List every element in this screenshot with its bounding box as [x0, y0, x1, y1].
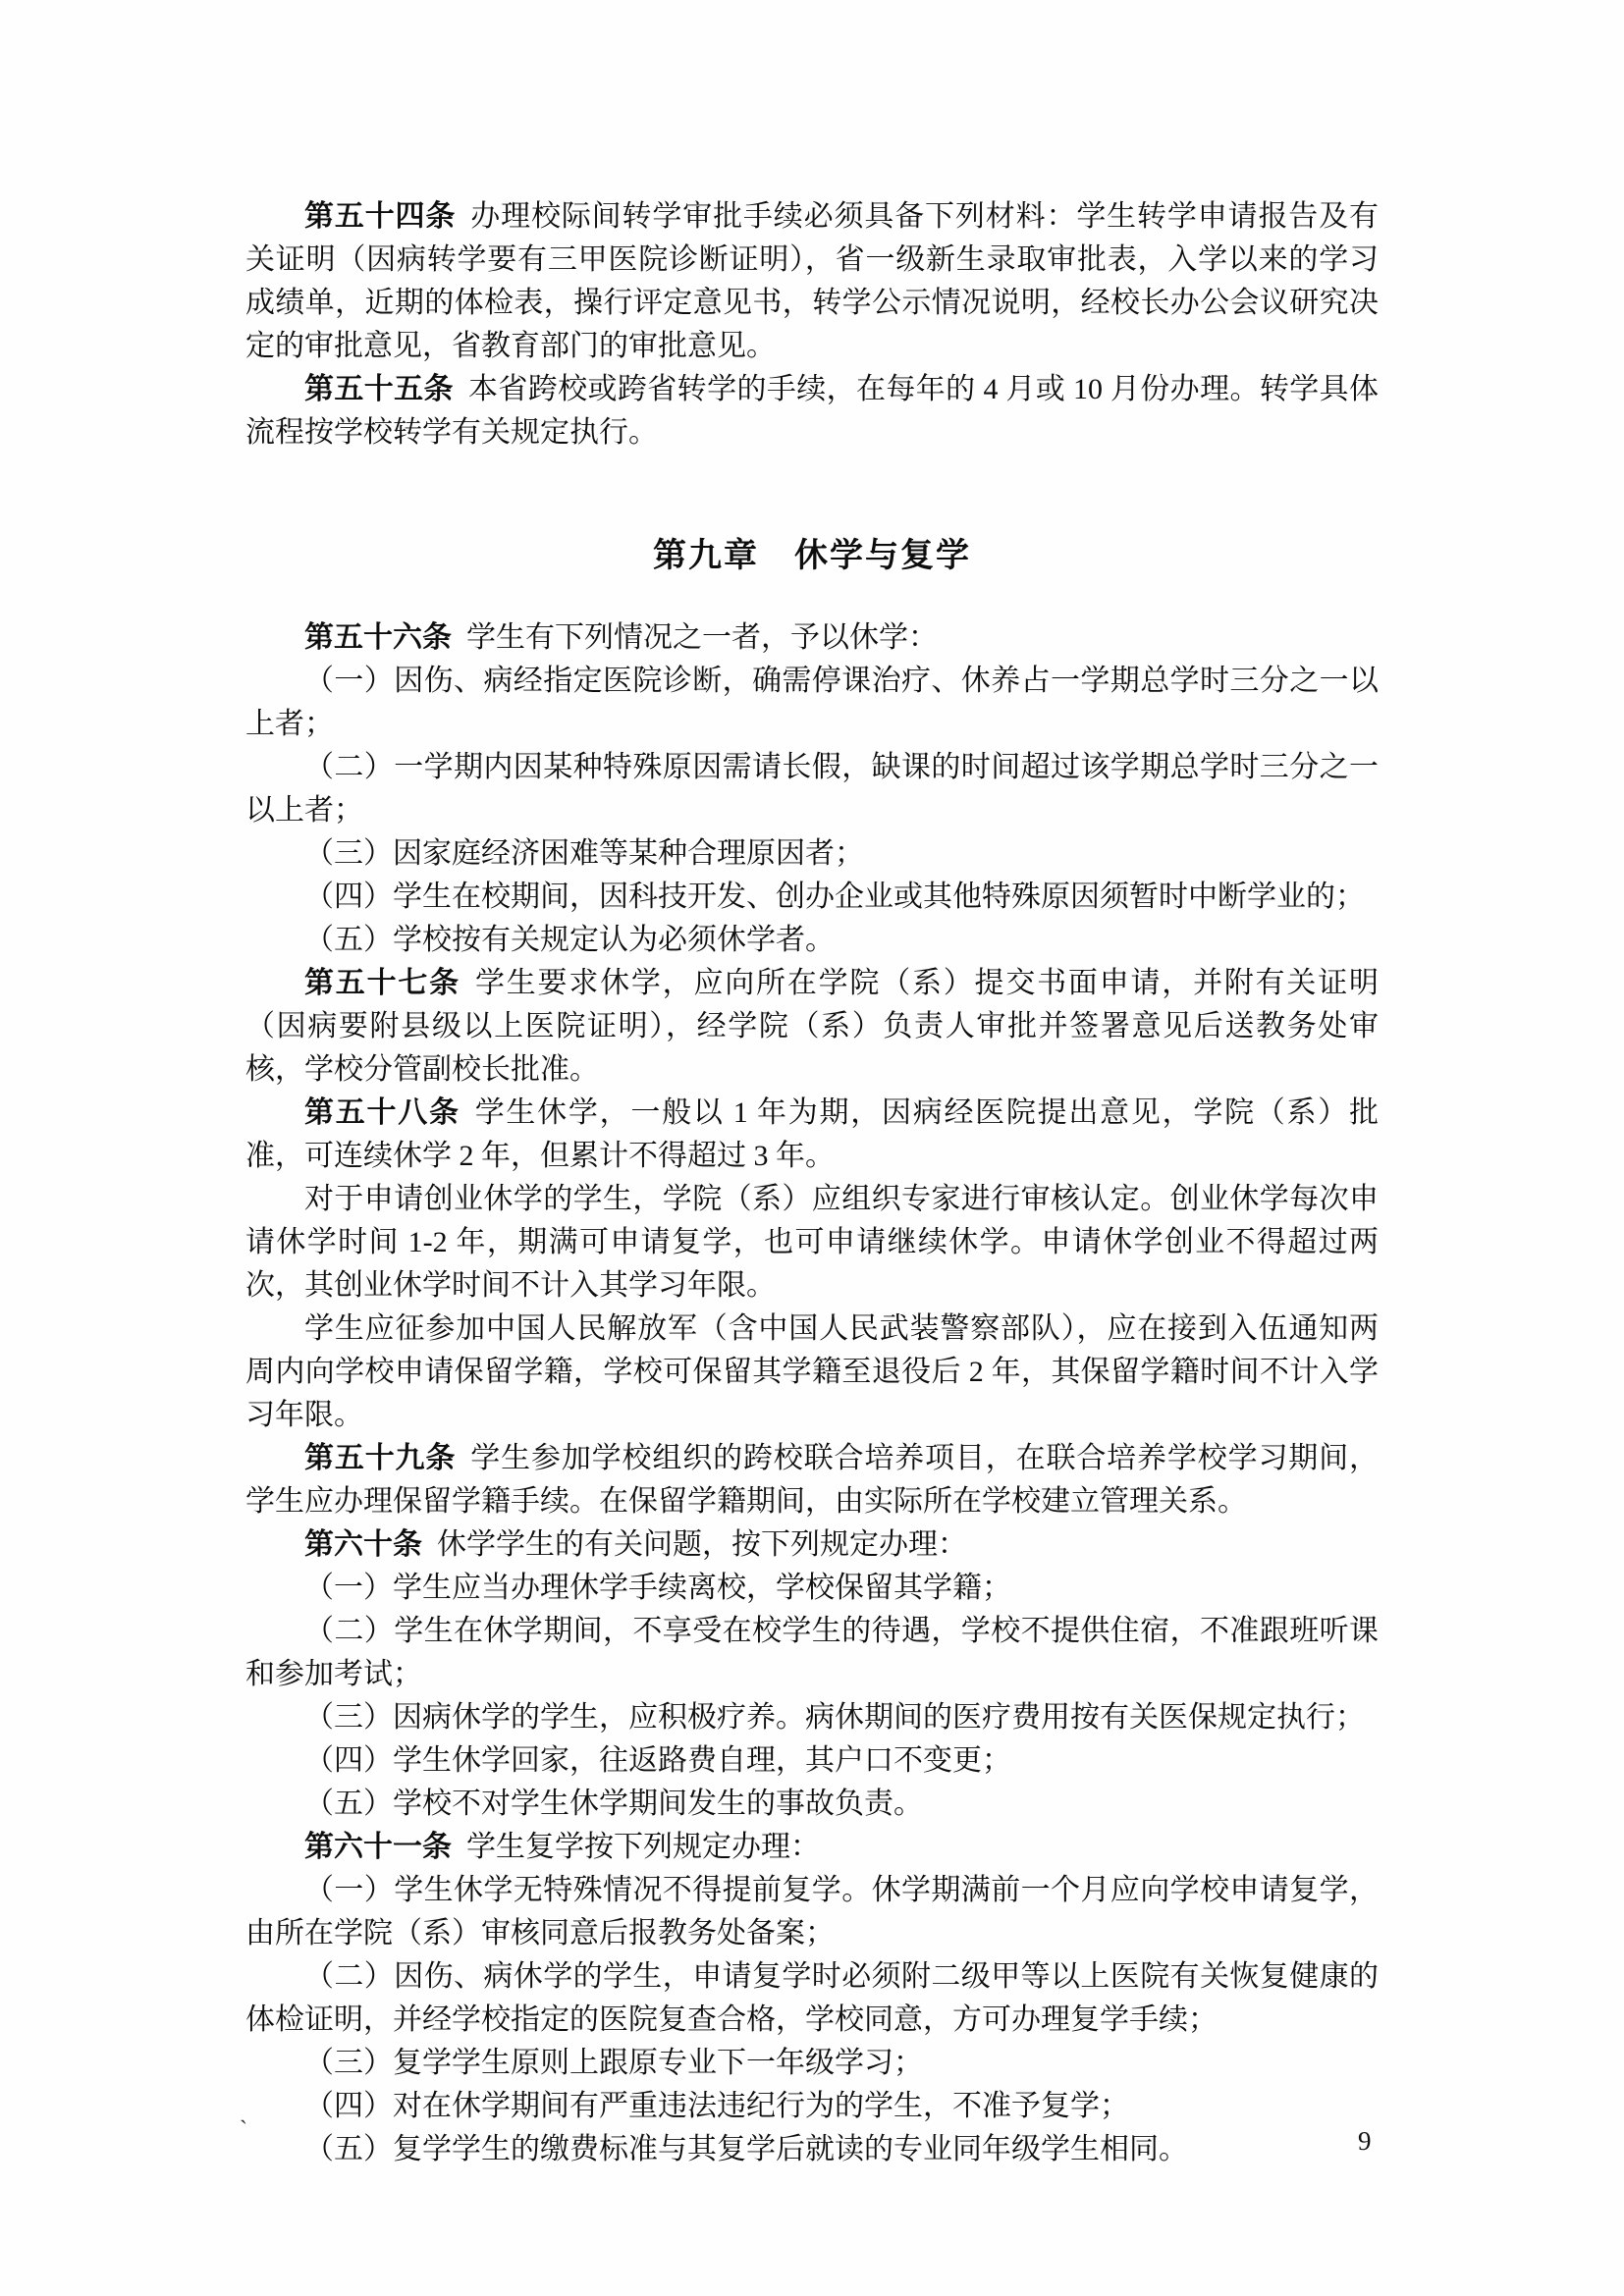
paragraph-text: 对于申请创业休学的学生，学院（系）应组织专家进行审核认定。创业休学每次申请休学时间 1-2 年，期满可申请复学，也可申请继续休学。申请休学创业不得超过两次，其创业休学时间不计入其学习年限。: [245, 1183, 1379, 1302]
list-item-paragraph: [245, 2042, 1379, 2085]
paragraph-text: （一）因伤、病经指定医院诊断，确需停课治疗、休养占一学期总学时三分之一以上者；: [245, 665, 1379, 740]
article-number: 第五十八条: [304, 1096, 460, 1129]
list-item-paragraph: [245, 919, 1379, 962]
article-number: 第六十条: [304, 1528, 422, 1561]
list-item-paragraph: [245, 1869, 1379, 1955]
paragraph-text: （四）学生休学回家，往返路费自理，其户口不变更；: [304, 1744, 1011, 1777]
paragraph-text: 学生休学，一般以 1 年为期，因病经医院提出意见，学院（系）批准，可连续休学 2 年，但累计不得超过 3 年。: [245, 1096, 1380, 1172]
body-paragraph: [245, 1308, 1379, 1437]
article-number: 第五十七条: [304, 967, 460, 999]
paragraph-text: （二）一学期内因某种特殊原因需请长假，缺课的时间超过该学期总学时三分之一以上者；: [245, 751, 1379, 827]
paragraph-text: 学生应征参加中国人民解放军（含中国人民武装警察部队），应在接到入伍通知两周内向学校申请保留学籍，学校可保留其学籍至退役后 2 年，其保留学籍时间不计入学习年限。: [245, 1312, 1379, 1431]
paragraph-text: 学生要求休学，应向所在学院（系）提交书面申请，并附有关证明（因病要附县级以上医院证明），经学院（系）负责人审批并签署意见后送教务处审核，学校分管副校长批准。: [245, 967, 1380, 1086]
list-item-paragraph: [245, 1783, 1379, 1826]
article-paragraph: [245, 195, 1379, 368]
article-paragraph: [245, 1437, 1379, 1523]
paragraph-text: 办理校际间转学审批手续必须具备下列材料：学生转学申请报告及有关证明（因病转学要有三甲医院诊断证明），省一级新生录取审批表，入学以来的学习成绩单，近期的体检表，操行评定意见书，转学公示情况说明，经校长办公会议研究决定的审批意见，省教育部门的审批意见。: [245, 200, 1379, 362]
article-paragraph: [245, 1092, 1379, 1178]
paragraph-text: （一）学生休学无特殊情况不得提前复学。休学期满前一个月应向学校申请复学，由所在学院（系）审核同意后报教务处备案；: [245, 1874, 1379, 1949]
list-item-paragraph: [245, 1739, 1379, 1783]
chapter-heading: 第九章 休学与复学: [653, 538, 971, 574]
article-paragraph: [245, 368, 1379, 454]
article-paragraph: [245, 1826, 1379, 1869]
body-paragraph: [245, 1178, 1379, 1308]
paragraph-text: 学生有下列情况之一者，予以休学：: [466, 621, 938, 654]
paragraph-text: （四）对在休学期间有严重违法违纪行为的学生，不准予复学；: [304, 2090, 1129, 2122]
article-paragraph: [245, 962, 1379, 1092]
article-number: 第五十四条: [304, 200, 457, 233]
paragraph-text: 休学学生的有关问题，按下列规定办理：: [437, 1528, 967, 1561]
list-item-paragraph: [245, 876, 1379, 919]
article-paragraph: [245, 616, 1379, 660]
list-item-paragraph: [245, 746, 1379, 832]
list-item-paragraph: [245, 832, 1379, 876]
paragraph-text: （二）学生在休学期间，不享受在校学生的待遇，学校不提供住宿，不准跟班听课和参加考试；: [245, 1615, 1379, 1690]
article-paragraph: [245, 1523, 1379, 1567]
list-item-paragraph: [245, 2085, 1379, 2128]
article-number: 第六十一条: [304, 1831, 452, 1863]
list-item-paragraph: [245, 2128, 1379, 2171]
paragraph-text: （一）学生应当办理休学手续离校，学校保留其学籍；: [304, 1572, 1011, 1604]
paragraph-text: （三）因病休学的学生，应积极疗养。病休期间的医疗费用按有关医保规定执行；: [304, 1701, 1365, 1734]
article-number: 第五十九条: [304, 1442, 457, 1474]
paragraph-text: 本省跨校或跨省转学的手续，在每年的 4 月或 10 月份办理。转学具体流程按学校转学有关规定执行。: [245, 373, 1380, 449]
paragraph-text: 学生复学按下列规定办理：: [466, 1831, 820, 1863]
article-number: 第五十六条: [304, 621, 452, 654]
paragraph-text: （五）学校按有关规定认为必须休学者。: [304, 924, 835, 956]
paragraph-text: 学生参加学校组织的跨校联合培养项目，在联合培养学校学习期间，学生应办理保留学籍手续。在保留学籍期间，由实际所在学校建立管理关系。: [245, 1442, 1379, 1518]
article-number: 第五十五条: [304, 373, 454, 405]
page-number: 9: [1358, 2126, 1372, 2156]
paragraph-text: （三）因家庭经济困难等某种合理原因者；: [304, 837, 864, 870]
paragraph-text: （五）复学学生的缴费标准与其复学后就读的专业同年级学生相同。: [304, 2133, 1188, 2165]
stray-mark: `: [240, 2117, 247, 2143]
list-item-paragraph: [245, 1696, 1379, 1739]
paragraph-text: （四）学生在校期间，因科技开发、创办企业或其他特殊原因须暂时中断学业的；: [304, 881, 1365, 913]
list-item-paragraph: [245, 1955, 1379, 2042]
list-item-paragraph: [245, 660, 1379, 746]
list-item-paragraph: [245, 1610, 1379, 1696]
paragraph-text: （五）学校不对学生休学期间发生的事故负责。: [304, 1788, 923, 1820]
list-item-paragraph: [245, 1567, 1379, 1610]
paragraph-text: （二）因伤、病休学的学生，申请复学时必须附二级甲等以上医院有关恢复健康的体检证明，并经学校指定的医院复查合格，学校同意，方可办理复学手续；: [245, 1960, 1379, 2036]
paragraph-text: （三）复学学生原则上跟原专业下一年级学习；: [304, 2047, 923, 2079]
